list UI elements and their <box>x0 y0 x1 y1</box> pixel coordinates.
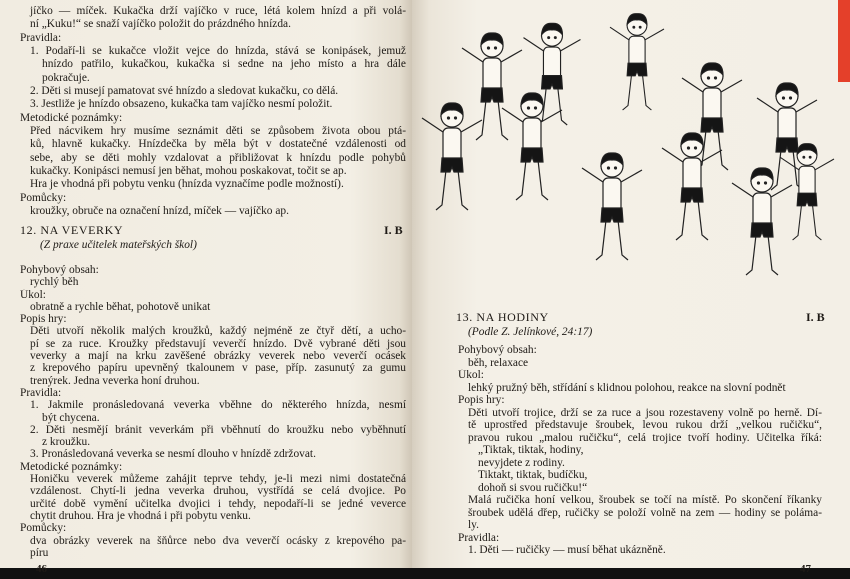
section-label: Popis hry: <box>20 313 67 326</box>
text-line: Malá ručička honí velkou, šroubek se točí na místě. Po skončení říkanky <box>468 494 822 506</box>
text-line: „Tiktak, tiktak, hodiny, <box>478 444 584 456</box>
children-circle-illustration <box>412 0 838 300</box>
text-line: Hra je vhodná při pobytu venku (hnízda vyznačíme podle možností). <box>30 178 344 191</box>
child-figure <box>610 14 664 110</box>
game-title-12: 12. NA VEVERKY <box>20 223 124 237</box>
text-line: 1. Jakmile pronásledovaná veverka vběhne do některého hnízda, nesmí <box>30 399 406 412</box>
child-figure <box>502 93 562 200</box>
text-line: z kroužku. <box>42 436 91 449</box>
child-figure <box>732 168 792 275</box>
text-line: pí se za ruce. Kroužky představují veverčí hnízdo. Dvě vybrané děti jsou <box>30 337 406 350</box>
section-label: Pomůcky: <box>20 522 67 535</box>
text-line: pravou rukou „malou ručičku“, celá trojice tvoří hodiny. Učitelka říká: <box>468 431 822 444</box>
text-line: Před nácvikem hry musíme seznámit děti se způsobem života obou ptá- <box>30 125 406 138</box>
section-label: Popis hry: <box>458 394 505 406</box>
text-line: ní „Kuku!“ se snaží vajíčko položit do prázdného hnízda. <box>30 18 291 31</box>
text-line: tě uprostřed představuje šroubek, levou rukou drží „velkou ručičku“, <box>468 419 822 431</box>
page-number-left: 46 <box>36 563 47 575</box>
text-line: 1. Děti — ručičky — musí běhat ukázněně. <box>468 544 666 556</box>
text-line: 2. Děti nesmějí bránit veverkám při vběhnutí do kroužku nebo vyběhnutí <box>30 423 406 436</box>
text-block-na-veverky <box>20 264 406 559</box>
right-page <box>412 0 850 575</box>
red-page-tab <box>838 0 850 82</box>
text-line: vzdálenost. Chytí-li jedna veverka druhou, vystřídá se celá dvojice. Po <box>30 485 406 498</box>
text-line: být chycena. <box>42 411 100 424</box>
text-line: ků, hlavně kukačky. Hnízdečka by měla být v dostatečné vzdálenosti od <box>30 138 406 151</box>
text-line: dva obrázky veverek na šňůrce nebo dva veverčí ocásky z krepového pa- <box>30 534 406 547</box>
left-page <box>0 0 412 575</box>
text-line: chytit druhou. Hra je vhodná i při pobytu venku. <box>30 509 251 522</box>
section-label: Úkol: <box>458 369 484 381</box>
text-line: hnízdo patřilo, kukačkou, kukačka si sedne na jeho místo a hra dále <box>42 58 406 71</box>
text-line: z krepového papíru upevněný tkalounem v pase, příp. zasunutý za gumu <box>30 362 406 375</box>
section-label: Metodické poznámky: <box>20 460 123 473</box>
text-line: Děti utvoří trojice, drží se za ruce a jsou rozestaveny volně po herně. Dí- <box>468 406 822 419</box>
text-line: jíčko — míček. Kukačka drží vajíčko v ruce, létá kolem hnízd a při volá- <box>30 5 406 17</box>
text-line: nevyjdete z rodiny. <box>478 456 565 469</box>
section-label: Pohybový obsah: <box>458 344 537 356</box>
game-title-13: 13. NA HODINY <box>456 310 549 324</box>
page-number-right: 47 <box>800 563 811 575</box>
child-figure <box>662 133 722 240</box>
text-line: lehký pružný běh, střídání s klidnou polohou, reakce na slovní podnět <box>468 381 786 394</box>
text-block-kukacka-end <box>20 5 406 219</box>
text-line: Honičku veverek můžeme zahájit teprve tehdy, je-li mezi nimi dostatečná <box>30 473 406 486</box>
text-line: rychlý běh <box>30 276 79 289</box>
text-line: trenýrek. Jedna veverka honí druhou. <box>30 374 200 387</box>
text-line: kroužky, obruče na označení hnízd, míček — vajíčko ap. <box>30 205 289 218</box>
text-line: obratně a rychle běhat, pohotově unikat <box>30 300 211 313</box>
text-line: běh, relaxace <box>468 356 529 369</box>
game-source-13: (Podle Z. Jelínkové, 24:17) <box>468 326 593 338</box>
section-label: Pravidla: <box>20 386 62 399</box>
text-line: 3. Jestliže je hnízdo obsazeno, kukačka tam vajíčko nesmí položit. <box>30 98 333 111</box>
text-line: pokračuje. <box>42 71 90 84</box>
game-class-12: I. B <box>384 223 403 237</box>
game-class-13: I. B <box>806 310 825 324</box>
text-line: kukačky. Konipásci nemusí jen běhat, mohou poskakovat, točit se ap. <box>30 165 347 178</box>
child-figure <box>462 33 522 140</box>
child-figure <box>422 103 482 210</box>
text-line: šroubek udělá dřep, ručičky se položí volně na zem — hodiny se poláma- <box>468 506 822 519</box>
text-line: píru <box>30 546 49 559</box>
section-label: Pravidla: <box>458 531 500 544</box>
child-figure <box>582 153 642 260</box>
text-line: Tiktakt, tiktak, budíčku, <box>478 469 588 481</box>
game-source-12: (Z praxe učitelek mateřských škol) <box>40 239 197 251</box>
text-line: určité době vymění učitelka dvojici i tehdy, nepodaří-li se jedné veverce <box>30 497 406 510</box>
text-line: dohoň si svou ručičku!“ <box>478 481 588 494</box>
text-line: 3. Pronásledovaná veverka se nesmí dlouho v hnízdě zdržovat. <box>30 448 316 461</box>
section-label: Pomůcky: <box>20 191 67 204</box>
section-label: Metodické poznámky: <box>20 111 123 124</box>
child-figure <box>780 144 834 240</box>
text-line: ly. <box>468 519 479 531</box>
section-label: Pohybový obsah: <box>20 264 99 276</box>
text-line: veverky a mají na krku zavěšené obrázky veverek nebo veverčí ocásek <box>30 350 406 363</box>
text-line: sebe, aby se děti mohly vzdalovat a přibližovat k hnízdu podle pohybů <box>30 151 406 164</box>
section-label: Pravidla: <box>20 31 62 44</box>
section-label: Úkol: <box>20 288 46 301</box>
text-block-na-hodiny <box>458 344 822 557</box>
text-line: Děti utvoří několik malých kroužků, každý nejméně ze čtyř dětí, a ucho- <box>30 325 406 338</box>
text-line: 1. Podaří-li se kukačce vložit vejce do hnízda, stává se konipásek, jemuž <box>30 45 406 58</box>
text-line: 2. Děti si musejí pamatovat své hnízdo a sledovat kukačku, co dělá. <box>30 85 339 98</box>
